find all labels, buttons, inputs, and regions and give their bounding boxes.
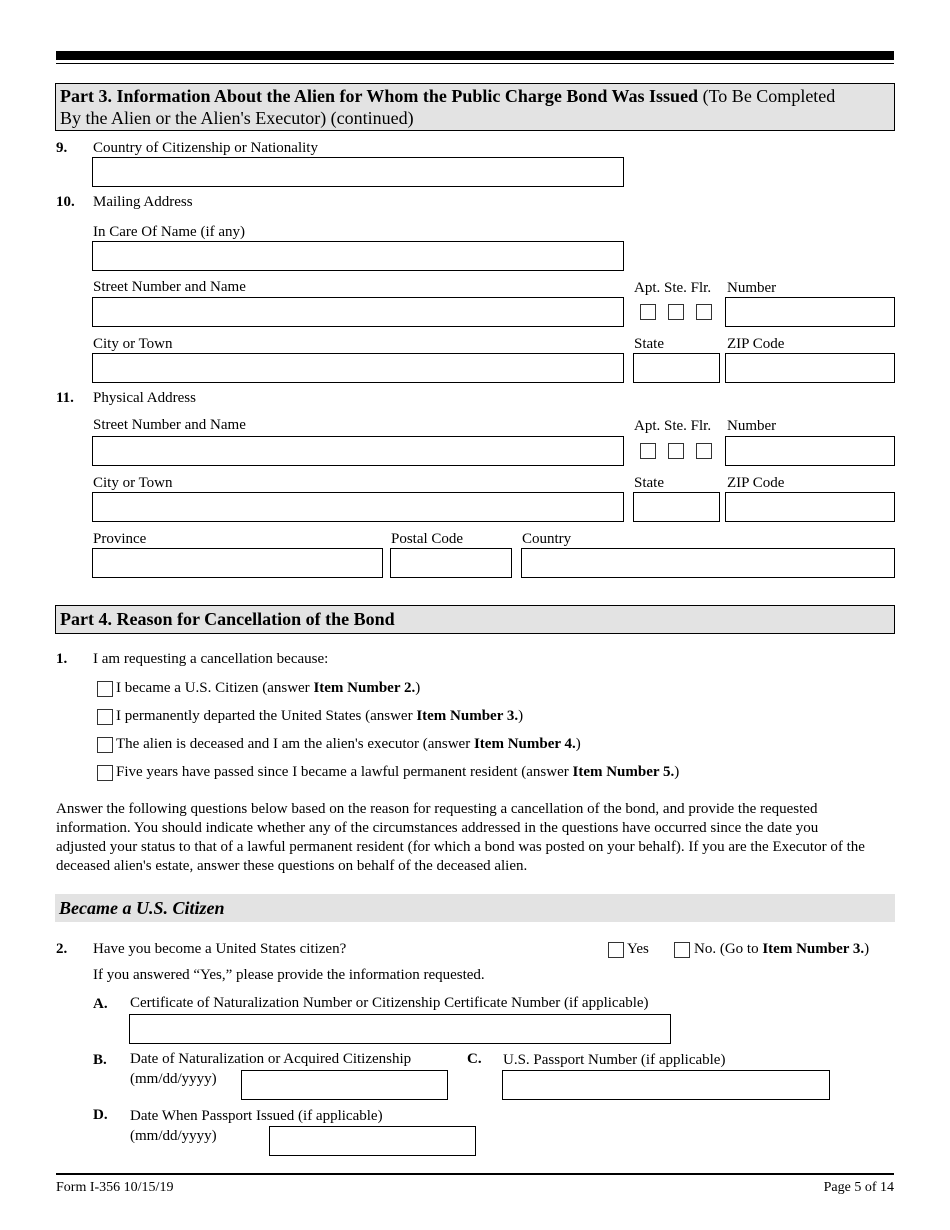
reason-five-years-label: Five years have passed since I became a lawful permanent resident (answer Item Number 5.) [116, 764, 680, 780]
part3-title-rest: (To Be Completed [702, 86, 836, 106]
province-input[interactable] [92, 548, 383, 578]
physical-flr-checkbox[interactable] [696, 443, 712, 459]
mailing-ste-checkbox[interactable] [668, 304, 684, 320]
q2a-label: Certificate of Naturalization Number or Citizenship Certificate Number (if applicable) [130, 995, 649, 1011]
part4-header [55, 605, 895, 634]
footer-page-number: Page 5 of 14 [823, 1180, 894, 1195]
naturalization-date-input[interactable] [241, 1070, 448, 1100]
physical-state-label: State [634, 475, 664, 491]
passport-issued-date-input[interactable] [269, 1126, 476, 1156]
postal-code-label: Postal Code [391, 531, 464, 547]
q2c-label: U.S. Passport Number (if applicable) [503, 1052, 726, 1068]
mailing-zip-label: ZIP Code [727, 336, 785, 352]
mailing-apt-label: Apt. Ste. Flr. [634, 280, 712, 296]
physical-apt-checkbox[interactable] [640, 443, 656, 459]
mailing-street-label: Street Number and Name [93, 279, 246, 295]
mailing-unit-number-input[interactable] [725, 297, 895, 327]
q2d-format: (mm/dd/yyyy) [130, 1128, 217, 1144]
part3-title-bold: Part 3. Information About the Alien for Whom the Public Charge Bond Was Issued [60, 86, 699, 106]
q2a-letter: A. [93, 996, 108, 1012]
mailing-apt-checkbox[interactable] [640, 304, 656, 320]
citizenship-input[interactable] [92, 157, 624, 187]
reason-departed-label: I permanently departed the United States (answer Item Number 3.) [116, 708, 524, 724]
instructions-line-4: deceased alien's estate, answer these questions on behalf of the deceased alien. [56, 858, 528, 874]
citizen-no-label: No. (Go to Item Number 3.) [694, 941, 870, 957]
top-thin-rule [56, 63, 894, 64]
citizen-yes-checkbox[interactable] [608, 942, 624, 958]
physical-ste-checkbox[interactable] [668, 443, 684, 459]
physical-number-label: Number [727, 418, 777, 434]
citizen-yes-label: Yes [627, 941, 649, 957]
reason-departed-checkbox[interactable] [97, 709, 113, 725]
mailing-city-input[interactable] [92, 353, 624, 383]
q2-label: Have you become a United States citizen? [93, 941, 347, 957]
footer-rule [56, 1173, 894, 1175]
reason-citizen-label: I became a U.S. Citizen (answer Item Number 2.) [116, 680, 421, 696]
instructions-line-1: Answer the following questions below based on the reason for requesting a cancellation of the bond, and provide the requested [56, 801, 818, 817]
province-label: Province [93, 531, 147, 547]
mailing-street-input[interactable] [92, 297, 624, 327]
care-of-input[interactable] [92, 241, 624, 271]
part3-header [55, 83, 895, 131]
care-of-label: In Care Of Name (if any) [93, 224, 246, 240]
footer-form-id: Form I-356 10/15/19 [56, 1180, 174, 1195]
country-input[interactable] [521, 548, 895, 578]
mailing-state-label: State [634, 336, 664, 352]
top-thick-rule [56, 51, 894, 60]
q9-label: Country of Citizenship or Nationality [93, 140, 318, 156]
mailing-city-label: City or Town [93, 336, 173, 352]
section-citizen-header [55, 894, 895, 922]
q11-number: 11. [56, 390, 74, 406]
physical-zip-input[interactable] [725, 492, 895, 522]
part3-title-line2: By the Alien or the Alien's Executor) (continued) [60, 108, 414, 128]
instructions-line-2: information. You should indicate whether any of the circumstances addressed in the questions have occurred since the date you [56, 820, 819, 836]
physical-unit-number-input[interactable] [725, 436, 895, 466]
mailing-number-label: Number [727, 280, 777, 296]
q2d-label: Date When Passport Issued (if applicable) [130, 1108, 383, 1124]
reason-deceased-checkbox[interactable] [97, 737, 113, 753]
physical-city-label: City or Town [93, 475, 173, 491]
q10-label: Mailing Address [93, 194, 193, 210]
part4-title: Part 4. Reason for Cancellation of the Bond [60, 609, 395, 629]
p4-q1-label: I am requesting a cancellation because: [93, 651, 329, 667]
q2-note: If you answered “Yes,” please provide the information requested. [93, 967, 485, 983]
instructions-line-3: adjusted your status to that of a lawful permanent resident (for which a bond was posted on your behalf). If you are the Executor of the [56, 839, 865, 855]
physical-zip-label: ZIP Code [727, 475, 785, 491]
q2c-letter: C. [467, 1051, 482, 1067]
physical-state-select[interactable] [633, 492, 720, 522]
q2-number: 2. [56, 941, 68, 957]
mailing-state-select[interactable] [633, 353, 720, 383]
naturalization-number-input[interactable] [129, 1014, 671, 1044]
physical-street-input[interactable] [92, 436, 624, 466]
q10-number: 10. [56, 194, 75, 210]
q2d-letter: D. [93, 1107, 108, 1123]
q11-label: Physical Address [93, 390, 196, 406]
reason-deceased-label: The alien is deceased and I am the alien's executor (answer Item Number 4.) [116, 736, 581, 752]
section-citizen-title: Became a U.S. Citizen [59, 898, 225, 918]
passport-number-input[interactable] [502, 1070, 830, 1100]
citizen-no-checkbox[interactable] [674, 942, 690, 958]
reason-five-years-checkbox[interactable] [97, 765, 113, 781]
q9-number: 9. [56, 140, 68, 156]
p4-q1-number: 1. [56, 651, 68, 667]
country-label: Country [522, 531, 572, 547]
mailing-flr-checkbox[interactable] [696, 304, 712, 320]
physical-apt-label: Apt. Ste. Flr. [634, 418, 712, 434]
q2b-label: Date of Naturalization or Acquired Citizenship [130, 1051, 412, 1067]
mailing-zip-input[interactable] [725, 353, 895, 383]
reason-citizen-checkbox[interactable] [97, 681, 113, 697]
q2b-letter: B. [93, 1052, 107, 1068]
physical-city-input[interactable] [92, 492, 624, 522]
physical-street-label: Street Number and Name [93, 417, 246, 433]
q2b-format: (mm/dd/yyyy) [130, 1071, 217, 1087]
postal-code-input[interactable] [390, 548, 512, 578]
